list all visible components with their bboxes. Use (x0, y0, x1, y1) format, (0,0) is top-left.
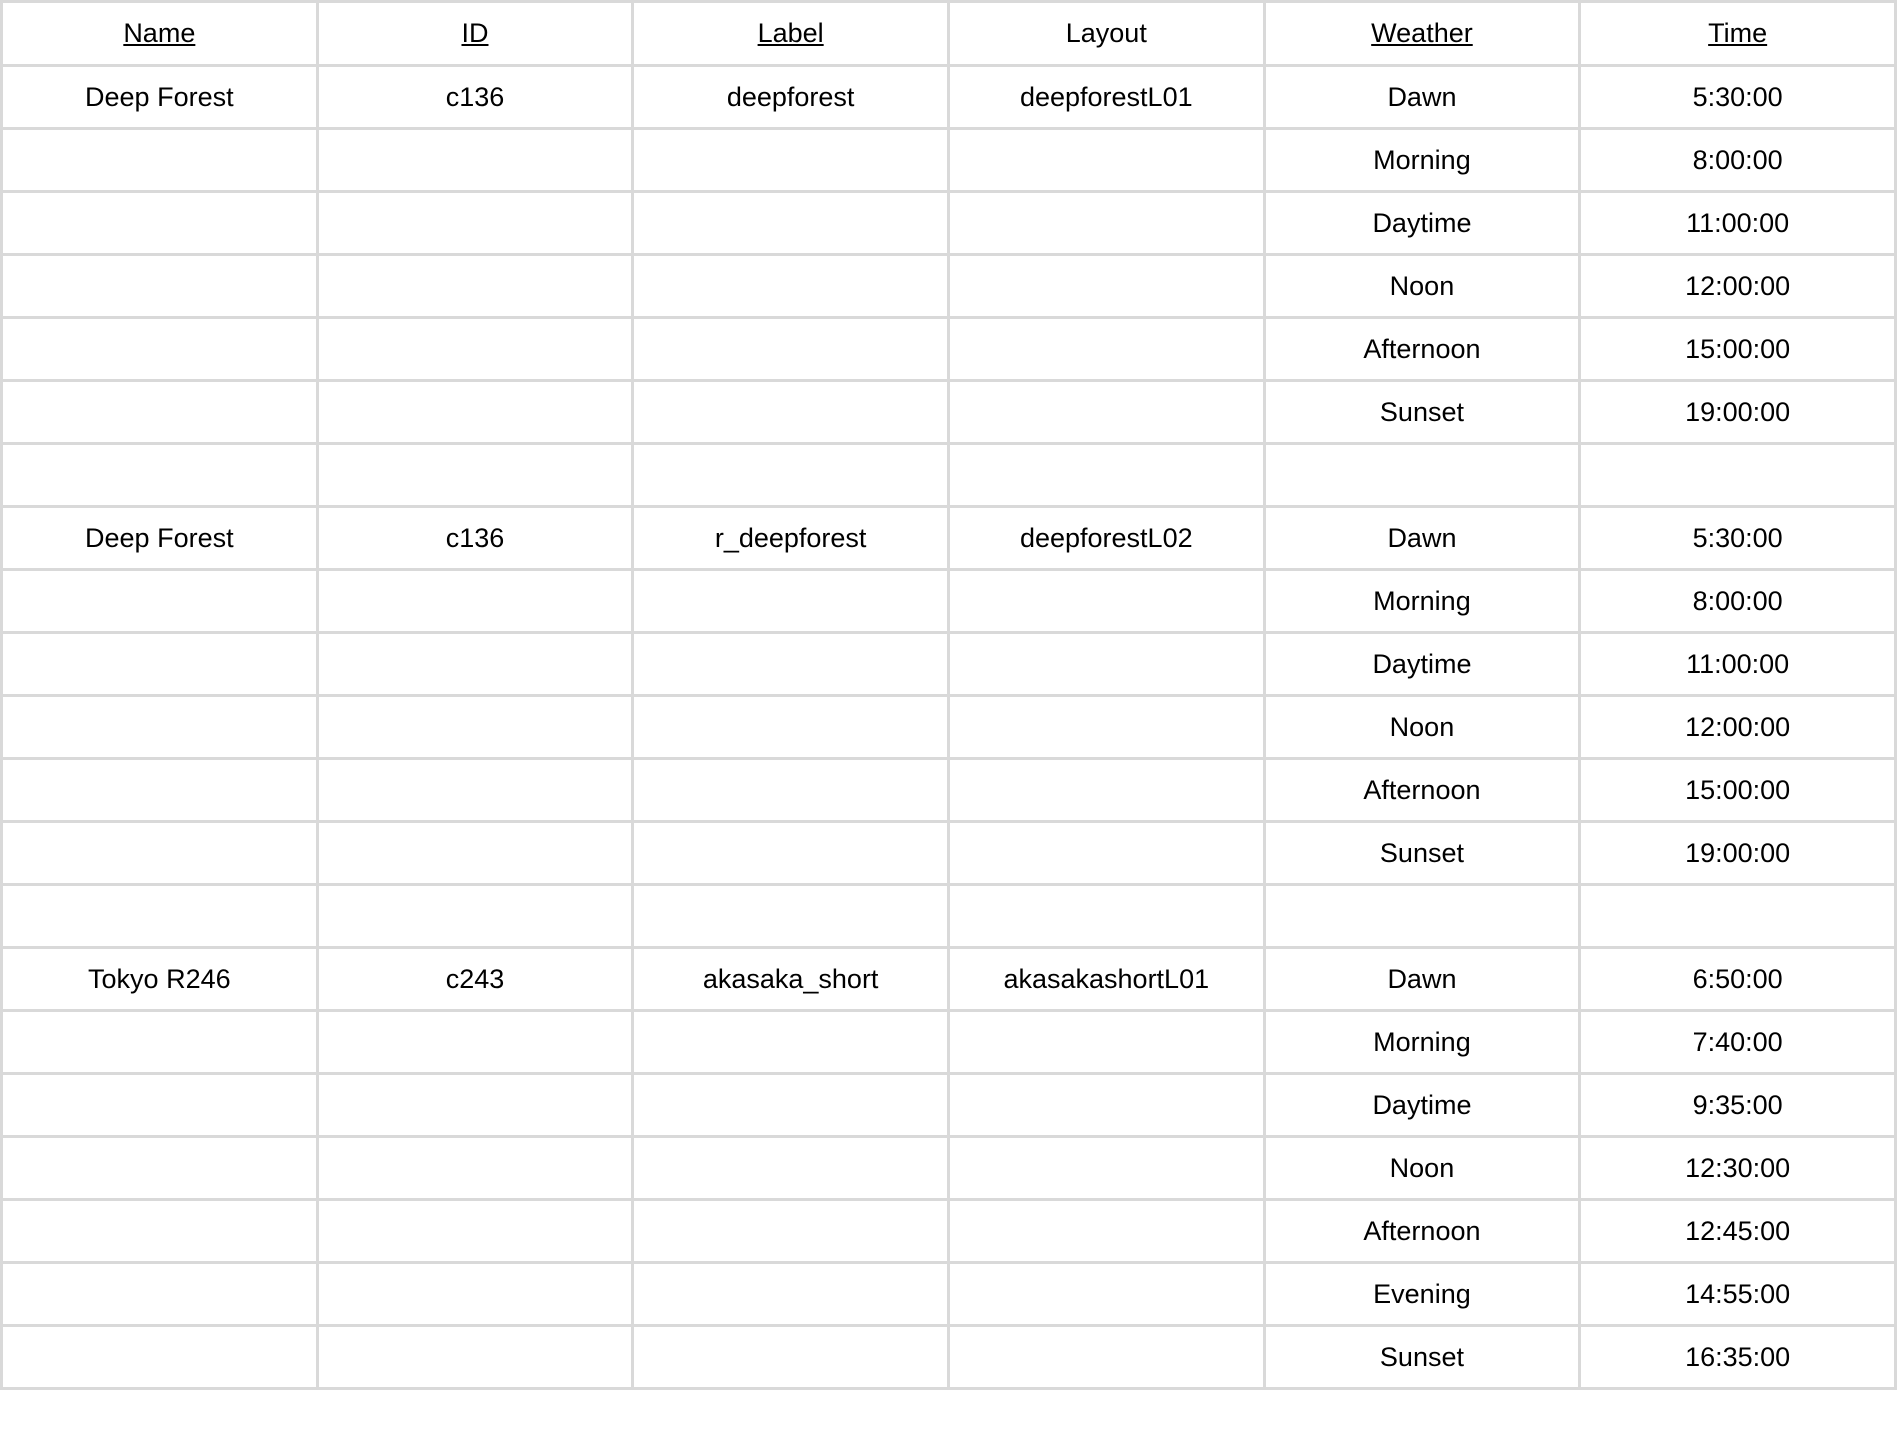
label-cell[interactable]: akasaka_short (633, 948, 949, 1011)
label-cell[interactable] (633, 885, 949, 948)
label-cell[interactable]: deepforest (633, 66, 949, 129)
name-cell[interactable] (2, 1137, 318, 1200)
id-cell[interactable] (317, 255, 633, 318)
table-row (2, 1011, 1896, 1074)
name-cell[interactable] (2, 1011, 318, 1074)
table-body (2, 66, 1896, 1389)
layout-cell[interactable] (948, 759, 1264, 822)
label-cell[interactable] (633, 1200, 949, 1263)
layout-cell[interactable]: deepforestL02 (948, 507, 1264, 570)
layout-cell[interactable] (948, 570, 1264, 633)
time-cell[interactable] (1580, 444, 1896, 507)
time-cell[interactable]: 11:00:00 (1580, 633, 1896, 696)
name-cell[interactable]: Deep Forest (2, 507, 318, 570)
label-cell[interactable]: r_deepforest (633, 507, 949, 570)
layout-cell[interactable] (948, 381, 1264, 444)
layout-cell[interactable] (948, 885, 1264, 948)
id-cell[interactable] (317, 1200, 633, 1263)
time-cell[interactable]: 9:35:00 (1580, 1074, 1896, 1137)
label-cell[interactable] (633, 129, 949, 192)
table-row (2, 318, 1896, 381)
table-row (2, 759, 1896, 822)
weather-cell[interactable]: Daytime (1264, 633, 1580, 696)
column-header-label[interactable]: Label (633, 2, 949, 66)
table-header (2, 2, 1896, 66)
name-cell[interactable] (2, 381, 318, 444)
weather-cell[interactable] (1264, 885, 1580, 948)
weather-cell[interactable]: Evening (1264, 1263, 1580, 1326)
layout-cell[interactable] (948, 633, 1264, 696)
time-cell[interactable]: 12:00:00 (1580, 255, 1896, 318)
table-row (2, 948, 1896, 1011)
layout-cell[interactable] (948, 822, 1264, 885)
layout-cell[interactable] (948, 444, 1264, 507)
id-cell[interactable] (317, 885, 633, 948)
id-cell[interactable]: c136 (317, 507, 633, 570)
id-cell[interactable] (317, 1326, 633, 1389)
table-row (2, 192, 1896, 255)
table-row (2, 885, 1896, 948)
name-cell[interactable] (2, 696, 318, 759)
name-cell[interactable] (2, 570, 318, 633)
weather-cell[interactable]: Morning (1264, 129, 1580, 192)
name-cell[interactable] (2, 759, 318, 822)
weather-cell[interactable]: Afternoon (1264, 318, 1580, 381)
label-cell[interactable] (633, 381, 949, 444)
layout-cell[interactable] (948, 192, 1264, 255)
layout-cell[interactable] (948, 1200, 1264, 1263)
name-cell[interactable] (2, 129, 318, 192)
id-cell[interactable] (317, 1263, 633, 1326)
name-cell[interactable] (2, 822, 318, 885)
layout-cell[interactable] (948, 1137, 1264, 1200)
weather-cell[interactable]: Morning (1264, 1011, 1580, 1074)
weather-cell[interactable]: Daytime (1264, 192, 1580, 255)
weather-cell[interactable]: Morning (1264, 570, 1580, 633)
time-cell[interactable]: 8:00:00 (1580, 570, 1896, 633)
name-cell[interactable] (2, 318, 318, 381)
name-cell[interactable] (2, 444, 318, 507)
label-cell[interactable] (633, 633, 949, 696)
layout-cell[interactable] (948, 318, 1264, 381)
table-row (2, 570, 1896, 633)
column-header-id[interactable]: ID (317, 2, 633, 66)
weather-cell[interactable]: Dawn (1264, 507, 1580, 570)
layout-cell[interactable]: akasakashortL01 (948, 948, 1264, 1011)
table-row (2, 822, 1896, 885)
time-cell[interactable]: 12:45:00 (1580, 1200, 1896, 1263)
time-cell[interactable]: 14:55:00 (1580, 1263, 1896, 1326)
label-cell[interactable] (633, 1011, 949, 1074)
label-cell[interactable] (633, 1137, 949, 1200)
layout-cell[interactable] (948, 129, 1264, 192)
id-cell[interactable] (317, 633, 633, 696)
layout-cell[interactable] (948, 696, 1264, 759)
id-cell[interactable] (317, 129, 633, 192)
table-row (2, 381, 1896, 444)
id-cell[interactable]: c136 (317, 66, 633, 129)
table-row (2, 1137, 1896, 1200)
weather-cell[interactable]: Daytime (1264, 1074, 1580, 1137)
time-cell[interactable]: 6:50:00 (1580, 948, 1896, 1011)
id-cell[interactable] (317, 570, 633, 633)
time-cell[interactable]: 19:00:00 (1580, 822, 1896, 885)
time-cell[interactable]: 15:00:00 (1580, 318, 1896, 381)
id-cell[interactable] (317, 1074, 633, 1137)
layout-cell[interactable] (948, 1011, 1264, 1074)
name-cell[interactable] (2, 1263, 318, 1326)
id-cell[interactable] (317, 759, 633, 822)
table-row (2, 444, 1896, 507)
id-cell[interactable]: c243 (317, 948, 633, 1011)
name-cell[interactable]: Tokyo R246 (2, 948, 318, 1011)
weather-cell[interactable]: Noon (1264, 1137, 1580, 1200)
table-row (2, 1263, 1896, 1326)
table-row (2, 696, 1896, 759)
id-cell[interactable] (317, 444, 633, 507)
id-cell[interactable] (317, 1011, 633, 1074)
table-row (2, 1326, 1896, 1389)
header-row (2, 2, 1896, 66)
label-cell[interactable] (633, 696, 949, 759)
name-cell[interactable] (2, 1326, 318, 1389)
id-cell[interactable] (317, 192, 633, 255)
label-cell[interactable] (633, 1326, 949, 1389)
time-cell[interactable]: 8:00:00 (1580, 129, 1896, 192)
name-cell[interactable] (2, 885, 318, 948)
name-cell[interactable] (2, 1200, 318, 1263)
label-cell[interactable] (633, 318, 949, 381)
label-cell[interactable] (633, 570, 949, 633)
name-cell[interactable] (2, 1074, 318, 1137)
label-cell[interactable] (633, 192, 949, 255)
layout-cell[interactable]: deepforestL01 (948, 66, 1264, 129)
layout-cell[interactable] (948, 1074, 1264, 1137)
table-row (2, 633, 1896, 696)
time-cell[interactable]: 7:40:00 (1580, 1011, 1896, 1074)
weather-cell[interactable]: Afternoon (1264, 759, 1580, 822)
weather-cell[interactable]: Sunset (1264, 381, 1580, 444)
column-header-layout[interactable]: Layout (948, 2, 1264, 66)
label-cell[interactable] (633, 255, 949, 318)
time-cell[interactable]: 19:00:00 (1580, 381, 1896, 444)
weather-cell[interactable] (1264, 444, 1580, 507)
layout-cell[interactable] (948, 1326, 1264, 1389)
id-cell[interactable] (317, 318, 633, 381)
weather-cell[interactable]: Noon (1264, 255, 1580, 318)
column-header-weather[interactable]: Weather (1264, 2, 1580, 66)
table-row (2, 255, 1896, 318)
layout-cell[interactable] (948, 1263, 1264, 1326)
layout-cell[interactable] (948, 255, 1264, 318)
table-row (2, 1200, 1896, 1263)
column-header-time[interactable]: Time (1580, 2, 1896, 66)
table-row (2, 1074, 1896, 1137)
table-row (2, 507, 1896, 570)
time-cell[interactable]: 5:30:00 (1580, 66, 1896, 129)
id-cell[interactable] (317, 1137, 633, 1200)
name-cell[interactable] (2, 255, 318, 318)
table-row (2, 66, 1896, 129)
time-cell[interactable]: 15:00:00 (1580, 759, 1896, 822)
table-row (2, 129, 1896, 192)
label-cell[interactable] (633, 822, 949, 885)
time-cell[interactable]: 11:00:00 (1580, 192, 1896, 255)
label-cell[interactable] (633, 444, 949, 507)
time-cell[interactable]: 12:00:00 (1580, 696, 1896, 759)
id-cell[interactable] (317, 696, 633, 759)
weather-cell[interactable]: Dawn (1264, 66, 1580, 129)
weather-cell[interactable]: Sunset (1264, 1326, 1580, 1389)
time-cell[interactable]: 5:30:00 (1580, 507, 1896, 570)
id-cell[interactable] (317, 381, 633, 444)
weather-cell[interactable]: Dawn (1264, 948, 1580, 1011)
label-cell[interactable] (633, 759, 949, 822)
weather-cell[interactable]: Sunset (1264, 822, 1580, 885)
label-cell[interactable] (633, 1263, 949, 1326)
id-cell[interactable] (317, 822, 633, 885)
name-cell[interactable]: Deep Forest (2, 66, 318, 129)
weather-cell[interactable]: Noon (1264, 696, 1580, 759)
weather-cell[interactable]: Afternoon (1264, 1200, 1580, 1263)
time-cell[interactable]: 16:35:00 (1580, 1326, 1896, 1389)
time-cell[interactable] (1580, 885, 1896, 948)
time-cell[interactable]: 12:30:00 (1580, 1137, 1896, 1200)
name-cell[interactable] (2, 633, 318, 696)
name-cell[interactable] (2, 192, 318, 255)
column-header-name[interactable]: Name (2, 2, 318, 66)
label-cell[interactable] (633, 1074, 949, 1137)
